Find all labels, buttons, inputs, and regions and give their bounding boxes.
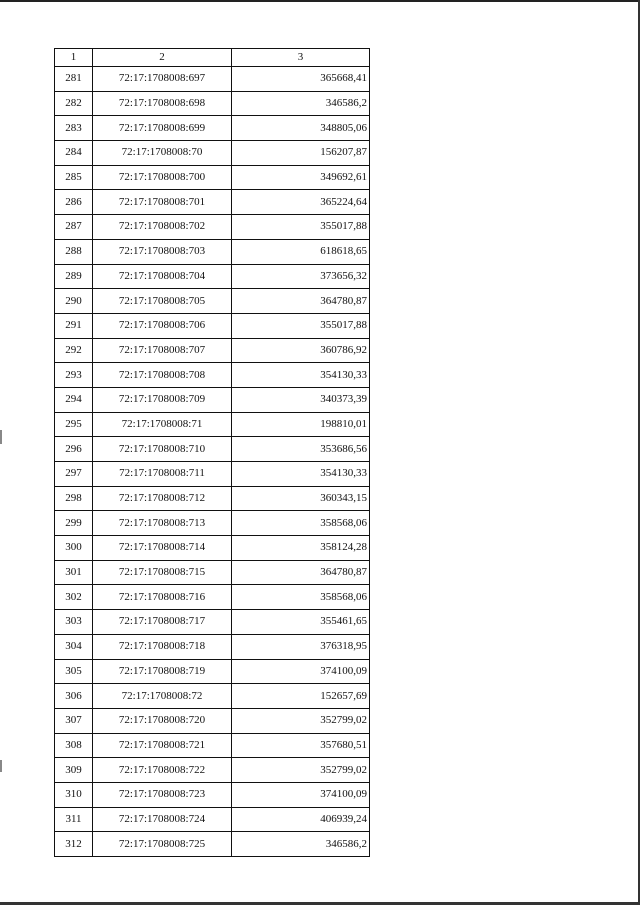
row-number-cell: 295 bbox=[55, 412, 93, 437]
value-cell: 364780,87 bbox=[232, 289, 370, 314]
table-row bbox=[55, 462, 370, 487]
table-row bbox=[55, 807, 370, 832]
cadastral-number-cell: 72:17:1708008:706 bbox=[93, 313, 232, 338]
cadastral-number-cell: 72:17:1708008:725 bbox=[93, 832, 232, 857]
value-cell: 198810,01 bbox=[232, 412, 370, 437]
value-cell: 152657,69 bbox=[232, 684, 370, 709]
table-row bbox=[55, 67, 370, 92]
column-header-3: 3 bbox=[232, 49, 370, 67]
table-row bbox=[55, 264, 370, 289]
table-row bbox=[55, 832, 370, 857]
value-cell: 376318,95 bbox=[232, 634, 370, 659]
row-number-cell: 284 bbox=[55, 141, 93, 166]
page-top-edge bbox=[0, 0, 640, 2]
row-number-cell: 299 bbox=[55, 511, 93, 536]
value-cell: 358568,06 bbox=[232, 511, 370, 536]
row-number-cell: 290 bbox=[55, 289, 93, 314]
row-number-cell: 306 bbox=[55, 684, 93, 709]
cadastral-number-cell: 72:17:1708008:719 bbox=[93, 659, 232, 684]
cadastral-number-cell: 72:17:1708008:703 bbox=[93, 239, 232, 264]
value-cell: 357680,51 bbox=[232, 733, 370, 758]
row-number-cell: 291 bbox=[55, 313, 93, 338]
table-row bbox=[55, 190, 370, 215]
row-number-cell: 312 bbox=[55, 832, 93, 857]
value-cell: 618618,65 bbox=[232, 239, 370, 264]
cadastral-number-cell: 72:17:1708008:709 bbox=[93, 387, 232, 412]
table-row bbox=[55, 289, 370, 314]
cadastral-number-cell: 72:17:1708008:708 bbox=[93, 363, 232, 388]
table-row bbox=[55, 610, 370, 635]
value-cell: 374100,09 bbox=[232, 659, 370, 684]
value-cell: 364780,87 bbox=[232, 560, 370, 585]
row-number-cell: 288 bbox=[55, 239, 93, 264]
value-cell: 355461,65 bbox=[232, 610, 370, 635]
value-cell: 156207,87 bbox=[232, 141, 370, 166]
row-number-cell: 311 bbox=[55, 807, 93, 832]
cadastral-number-cell: 72:17:1708008:710 bbox=[93, 437, 232, 462]
table-row bbox=[55, 387, 370, 412]
row-number-cell: 304 bbox=[55, 634, 93, 659]
table-row bbox=[55, 733, 370, 758]
row-number-cell: 289 bbox=[55, 264, 93, 289]
cadastral-number-cell: 72:17:1708008:721 bbox=[93, 733, 232, 758]
value-cell: 358568,06 bbox=[232, 585, 370, 610]
table-row bbox=[55, 708, 370, 733]
cadastral-number-cell: 72:17:1708008:71 bbox=[93, 412, 232, 437]
cadastral-number-cell: 72:17:1708008:724 bbox=[93, 807, 232, 832]
cadastral-number-cell: 72:17:1708008:722 bbox=[93, 758, 232, 783]
value-cell: 354130,33 bbox=[232, 363, 370, 388]
table-row bbox=[55, 511, 370, 536]
row-number-cell: 309 bbox=[55, 758, 93, 783]
row-number-cell: 297 bbox=[55, 462, 93, 487]
table-row bbox=[55, 536, 370, 561]
value-cell: 360343,15 bbox=[232, 486, 370, 511]
cadastral-number-cell: 72:17:1708008:720 bbox=[93, 708, 232, 733]
value-cell: 360786,92 bbox=[232, 338, 370, 363]
cadastral-number-cell: 72:17:1708008:718 bbox=[93, 634, 232, 659]
cadastral-number-cell: 72:17:1708008:70 bbox=[93, 141, 232, 166]
row-number-cell: 294 bbox=[55, 387, 93, 412]
scan-mark bbox=[0, 760, 2, 772]
cadastral-number-cell: 72:17:1708008:723 bbox=[93, 782, 232, 807]
row-number-cell: 300 bbox=[55, 536, 93, 561]
row-number-cell: 296 bbox=[55, 437, 93, 462]
table-row bbox=[55, 412, 370, 437]
row-number-cell: 287 bbox=[55, 215, 93, 240]
table-row bbox=[55, 313, 370, 338]
value-cell: 358124,28 bbox=[232, 536, 370, 561]
cadastral-number-cell: 72:17:1708008:715 bbox=[93, 560, 232, 585]
table-row bbox=[55, 585, 370, 610]
value-cell: 340373,39 bbox=[232, 387, 370, 412]
table-row bbox=[55, 758, 370, 783]
table-row bbox=[55, 486, 370, 511]
value-cell: 355017,88 bbox=[232, 215, 370, 240]
row-number-cell: 285 bbox=[55, 165, 93, 190]
row-number-cell: 293 bbox=[55, 363, 93, 388]
value-cell: 406939,24 bbox=[232, 807, 370, 832]
row-number-cell: 281 bbox=[55, 67, 93, 92]
table-row bbox=[55, 141, 370, 166]
table-row bbox=[55, 560, 370, 585]
table-row bbox=[55, 239, 370, 264]
cadastral-number-cell: 72:17:1708008:701 bbox=[93, 190, 232, 215]
table-row bbox=[55, 659, 370, 684]
cadastral-number-cell: 72:17:1708008:702 bbox=[93, 215, 232, 240]
value-cell: 346586,2 bbox=[232, 832, 370, 857]
cadastral-number-cell: 72:17:1708008:698 bbox=[93, 91, 232, 116]
value-cell: 365668,41 bbox=[232, 67, 370, 92]
row-number-cell: 308 bbox=[55, 733, 93, 758]
cadastral-number-cell: 72:17:1708008:700 bbox=[93, 165, 232, 190]
row-number-cell: 283 bbox=[55, 116, 93, 141]
value-cell: 348805,06 bbox=[232, 116, 370, 141]
cadastral-number-cell: 72:17:1708008:716 bbox=[93, 585, 232, 610]
cadastral-number-cell: 72:17:1708008:717 bbox=[93, 610, 232, 635]
cadastral-number-cell: 72:17:1708008:704 bbox=[93, 264, 232, 289]
row-number-cell: 303 bbox=[55, 610, 93, 635]
row-number-cell: 305 bbox=[55, 659, 93, 684]
scan-mark bbox=[0, 430, 2, 444]
row-number-cell: 298 bbox=[55, 486, 93, 511]
value-cell: 352799,02 bbox=[232, 758, 370, 783]
value-cell: 349692,61 bbox=[232, 165, 370, 190]
row-number-cell: 282 bbox=[55, 91, 93, 116]
column-header-1: 1 bbox=[55, 49, 93, 67]
row-number-cell: 310 bbox=[55, 782, 93, 807]
table-row bbox=[55, 116, 370, 141]
value-cell: 355017,88 bbox=[232, 313, 370, 338]
table-row bbox=[55, 363, 370, 388]
table-row bbox=[55, 165, 370, 190]
value-cell: 353686,56 bbox=[232, 437, 370, 462]
table-row bbox=[55, 437, 370, 462]
cadastral-number-cell: 72:17:1708008:707 bbox=[93, 338, 232, 363]
table-row bbox=[55, 215, 370, 240]
row-number-cell: 307 bbox=[55, 708, 93, 733]
table-row bbox=[55, 684, 370, 709]
value-cell: 374100,09 bbox=[232, 782, 370, 807]
cadastral-number-cell: 72:17:1708008:714 bbox=[93, 536, 232, 561]
cadastral-number-cell: 72:17:1708008:712 bbox=[93, 486, 232, 511]
cadastral-number-cell: 72:17:1708008:705 bbox=[93, 289, 232, 314]
value-cell: 365224,64 bbox=[232, 190, 370, 215]
value-cell: 373656,32 bbox=[232, 264, 370, 289]
data-table bbox=[54, 48, 370, 857]
table-header-row bbox=[55, 49, 370, 67]
value-cell: 354130,33 bbox=[232, 462, 370, 487]
table-row bbox=[55, 634, 370, 659]
table-body bbox=[55, 49, 370, 857]
column-header-2: 2 bbox=[93, 49, 232, 67]
table-row bbox=[55, 782, 370, 807]
cadastral-number-cell: 72:17:1708008:699 bbox=[93, 116, 232, 141]
table-row bbox=[55, 338, 370, 363]
row-number-cell: 286 bbox=[55, 190, 93, 215]
cadastral-number-cell: 72:17:1708008:711 bbox=[93, 462, 232, 487]
table-row bbox=[55, 91, 370, 116]
row-number-cell: 292 bbox=[55, 338, 93, 363]
cadastral-number-cell: 72:17:1708008:72 bbox=[93, 684, 232, 709]
row-number-cell: 301 bbox=[55, 560, 93, 585]
value-cell: 352799,02 bbox=[232, 708, 370, 733]
value-cell: 346586,2 bbox=[232, 91, 370, 116]
cadastral-number-cell: 72:17:1708008:713 bbox=[93, 511, 232, 536]
row-number-cell: 302 bbox=[55, 585, 93, 610]
cadastral-number-cell: 72:17:1708008:697 bbox=[93, 67, 232, 92]
